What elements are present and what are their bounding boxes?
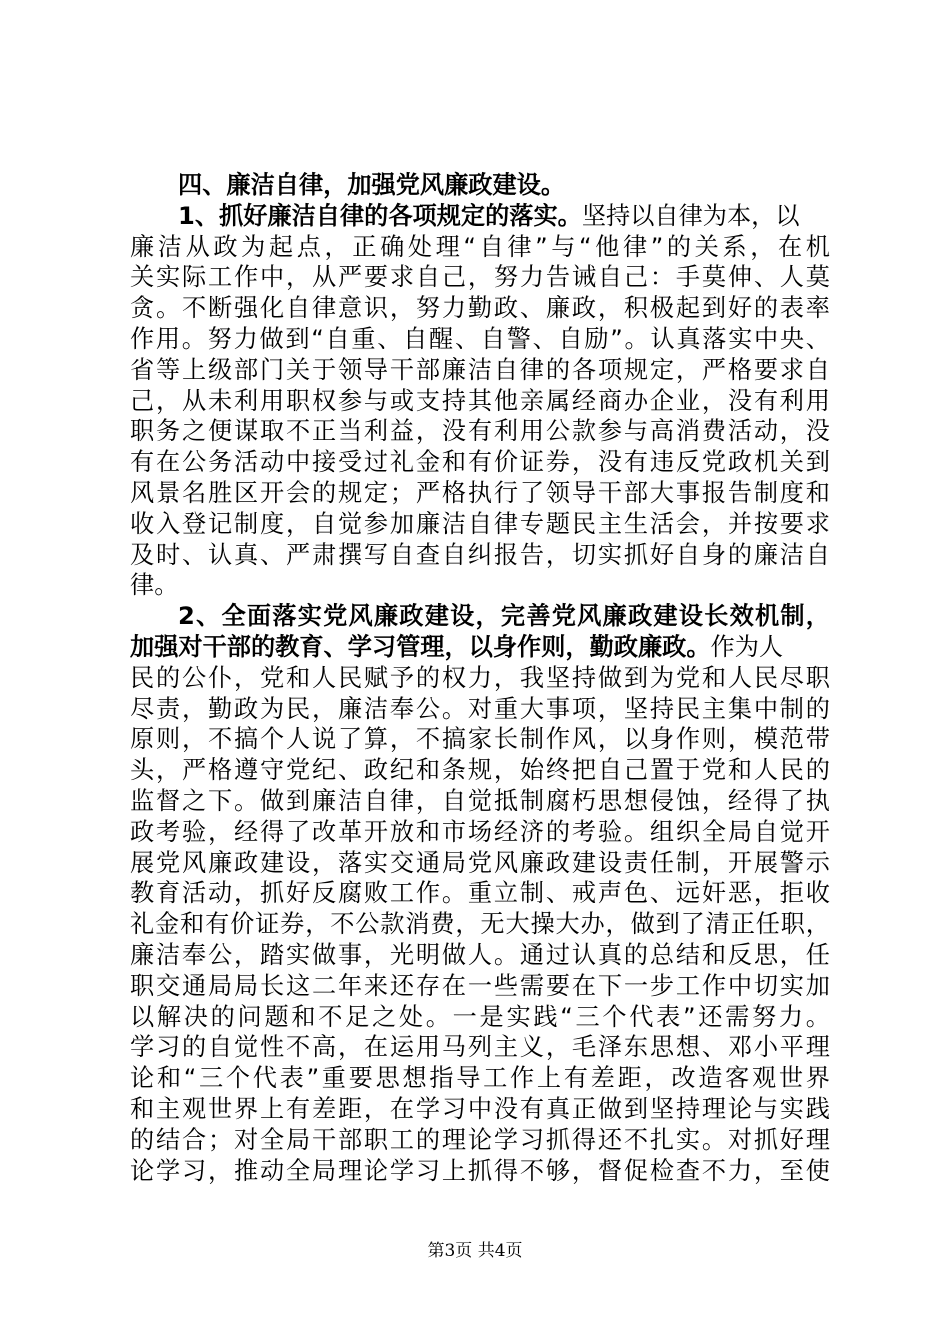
text-line <box>130 201 830 232</box>
body-text: 礼金和有价证券，不公款消费，无大操大办，做到了清正任职， <box>130 910 830 939</box>
text-line <box>130 170 830 201</box>
text-line <box>130 293 830 324</box>
text-line <box>130 724 830 755</box>
text-line <box>130 386 830 417</box>
body-text: 律。 <box>130 571 179 600</box>
text-line <box>130 848 830 879</box>
text-line <box>130 786 830 817</box>
body-text: 以解决的问题和不足之处。一是实践“三个代表”还需努力。 <box>130 1002 830 1031</box>
text-line <box>130 940 830 971</box>
body-text: 原则，不搞个人说了算，不搞家长制作风，以身作则，模范带 <box>130 725 830 754</box>
body-text: 廉洁从政为起点，正确处理“自律”与“他律”的关系，在机 <box>130 232 830 261</box>
text-line <box>130 416 830 447</box>
document-body <box>130 170 830 1186</box>
body-text: 监督之下。做到廉洁自律，自觉抵制腐朽思想侵蚀，经得了执 <box>130 786 830 815</box>
bold-heading-text: 2、全面落实党风廉政建设，完善党风廉政建设长效机制， <box>178 602 830 631</box>
text-line <box>130 1094 830 1125</box>
text-line <box>130 971 830 1002</box>
text-line <box>130 447 830 478</box>
text-line <box>130 509 830 540</box>
body-text: 风景名胜区开会的规定；严格执行了领导干部大事报告制度和 <box>130 478 830 507</box>
body-text: 民的公仆，党和人民赋予的权力，我坚持做到为党和人民尽职 <box>130 663 830 692</box>
body-text: 职交通局局长这二年来还存在一些需要在下一步工作中切实加 <box>130 971 830 1000</box>
bold-heading-text: 加强对干部的教育、学习管理，以身作则，勤政廉政。 <box>130 632 711 661</box>
text-line <box>130 478 830 509</box>
page-footer: 第3页 共4页 <box>427 1241 523 1261</box>
body-text: 作为人 <box>710 632 784 661</box>
body-text: 学习的自觉性不高，在运用马列主义，毛泽东思想、邓小平理 <box>130 1033 830 1062</box>
body-text: 有在公务活动中接受过礼金和有价证券，没有违反党政机关到 <box>130 448 830 477</box>
body-text: 作用。努力做到“自重、自醒、自警、自励”。认真落实中央、 <box>130 324 830 353</box>
text-line <box>130 1063 830 1094</box>
body-text: 坚持以自律为本，以 <box>581 201 800 230</box>
body-text: 贪。不断强化自律意识，努力勤政、廉政，积极起到好的表率 <box>130 294 830 323</box>
body-text: 的结合；对全局干部职工的理论学习抓得还不扎实。对抓好理 <box>130 1125 830 1154</box>
bold-heading-text: 1、抓好廉洁自律的各项规定的落实。 <box>178 201 582 230</box>
body-text: 己，从未利用职权参与或支持其他亲属经商办企业，没有利用 <box>130 386 830 415</box>
body-text: 收入登记制度，自觉参加廉洁自律专题民主生活会，并按要求 <box>130 509 830 538</box>
text-line <box>130 262 830 293</box>
body-text: 论和“三个代表”重要思想指导工作上有差距，改造客观世界 <box>130 1064 830 1093</box>
text-line <box>130 1156 830 1187</box>
text-line <box>130 1032 830 1063</box>
body-text: 头，严格遵守党纪、政纪和条规，始终把自己置于党和人民的 <box>130 756 830 785</box>
body-text: 尽责，勤政为民，廉洁奉公。对重大事项，坚持民主集中制的 <box>130 694 830 723</box>
body-text: 和主观世界上有差距，在学习中没有真正做到坚持理论与实践 <box>130 1094 830 1123</box>
text-line <box>130 755 830 786</box>
body-text: 关实际工作中，从严要求自己，努力告诫自己：手莫伸、人莫 <box>130 263 830 292</box>
text-line <box>130 694 830 725</box>
body-text: 省等上级部门关于领导干部廉洁自律的各项规定，严格要求自 <box>130 355 830 384</box>
text-line <box>130 570 830 601</box>
bold-heading-text: 四、廉洁自律，加强党风廉政建设。 <box>178 171 566 199</box>
body-text: 及时、认真、严肃撰写自查自纠报告，切实抓好自身的廉洁自 <box>130 540 830 569</box>
text-line <box>130 355 830 386</box>
text-line <box>130 878 830 909</box>
text-line <box>130 1002 830 1033</box>
text-line <box>130 540 830 571</box>
body-text: 廉洁奉公，踏实做事，光明做人。通过认真的总结和反思，任 <box>130 940 830 969</box>
text-line <box>130 909 830 940</box>
body-text: 教育活动，抓好反腐败工作。重立制、戒声色、远奸恶，拒收 <box>130 879 830 908</box>
text-line <box>130 601 830 632</box>
body-text: 职务之便谋取不正当利益，没有利用公款参与高消费活动，没 <box>130 417 830 446</box>
text-line <box>130 232 830 263</box>
text-line <box>130 817 830 848</box>
text-line <box>130 1125 830 1156</box>
body-text: 政考验，经得了改革开放和市场经济的考验。组织全局自觉开 <box>130 817 830 846</box>
body-text: 展党风廉政建设，落实交通局党风廉政建设责任制，开展警示 <box>130 848 830 877</box>
text-line <box>130 324 830 355</box>
body-text: 论学习，推动全局理论学习上抓得不够，督促检查不力，至使 <box>130 1156 830 1185</box>
text-line <box>130 632 830 663</box>
text-line <box>130 663 830 694</box>
